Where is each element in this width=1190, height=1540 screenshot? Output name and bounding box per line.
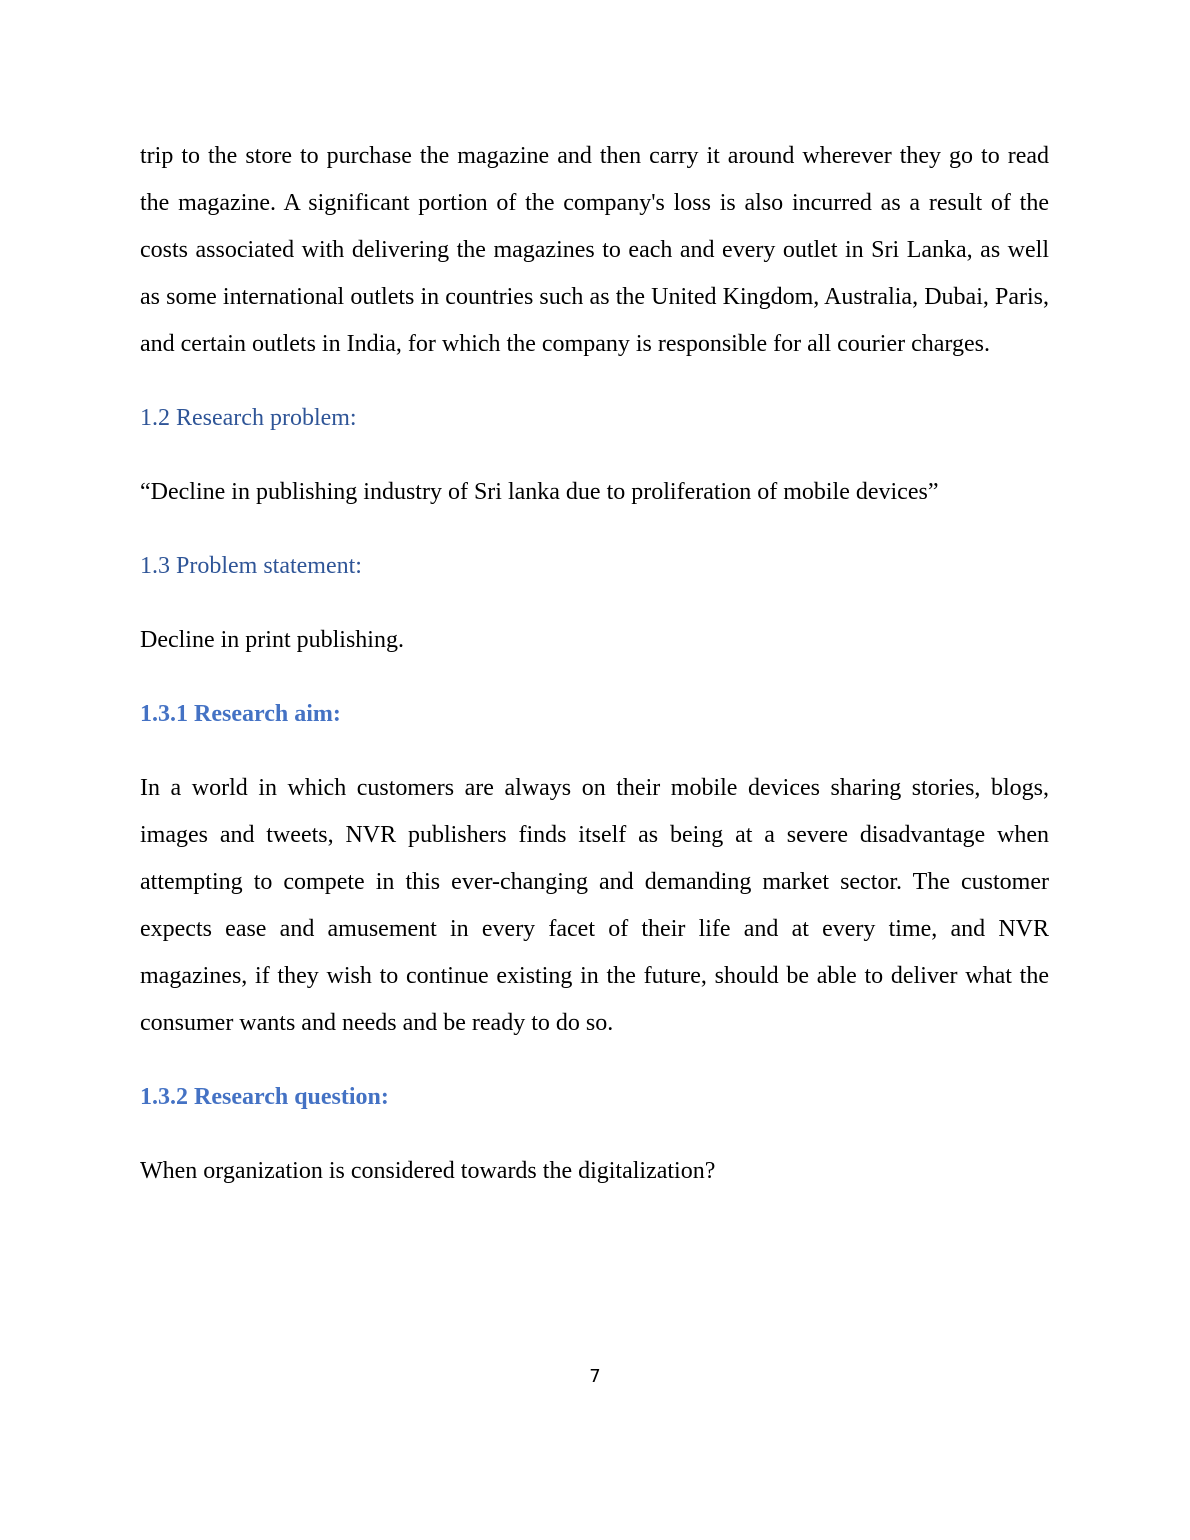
problem-statement-text: Decline in print publishing. — [140, 627, 404, 653]
spacer — [140, 664, 1049, 691]
research-aim-heading: 1.3.1 Research aim: — [140, 701, 341, 727]
spacer — [140, 1047, 1049, 1074]
spacer — [140, 738, 1049, 765]
research-question-text: When organization is considered towards the digitalization? — [140, 1158, 716, 1184]
spacer — [140, 368, 1049, 395]
problem-statement-heading: 1.3 Problem statement: — [140, 553, 362, 579]
spacer — [140, 516, 1049, 543]
research-problem-text: “Decline in publishing industry of Sri lanka due to proliferation of mobile devices” — [140, 479, 939, 505]
page-content — [140, 133, 1049, 1195]
page-number: 7 — [589, 1366, 601, 1387]
research-question-heading: 1.3.2 Research question: — [140, 1084, 389, 1110]
research-problem-heading: 1.2 Research problem: — [140, 405, 357, 431]
spacer — [140, 590, 1049, 617]
spacer — [140, 442, 1049, 469]
intro-paragraph: trip to the store to purchase the magazine and then carry it around wherever they go to read the magazine. A significant portion of the company's loss is also incurred as a result of the costs associated with delivering the magazines to each and every outlet in Sri Lanka, as well as some international outlets in countries such as the United Kingdom, Australia, Dubai, Paris, and certain outlets in India, for which the company is responsible for all courier charges. — [140, 143, 1049, 357]
research-aim-text: In a world in which customers are always on their mobile devices sharing stories, blogs, images and tweets, NVR publishers finds itself as being at a severe disadvantage when attempting to compete in this ever-changing and demanding market sector. The customer expects ease and amusement in every facet of their life and at every time, and NVR magazines, if they wish to continue existing in the future, should be able to deliver what the consumer wants and needs and be ready to do so. — [140, 775, 1049, 1036]
spacer — [140, 1121, 1049, 1148]
